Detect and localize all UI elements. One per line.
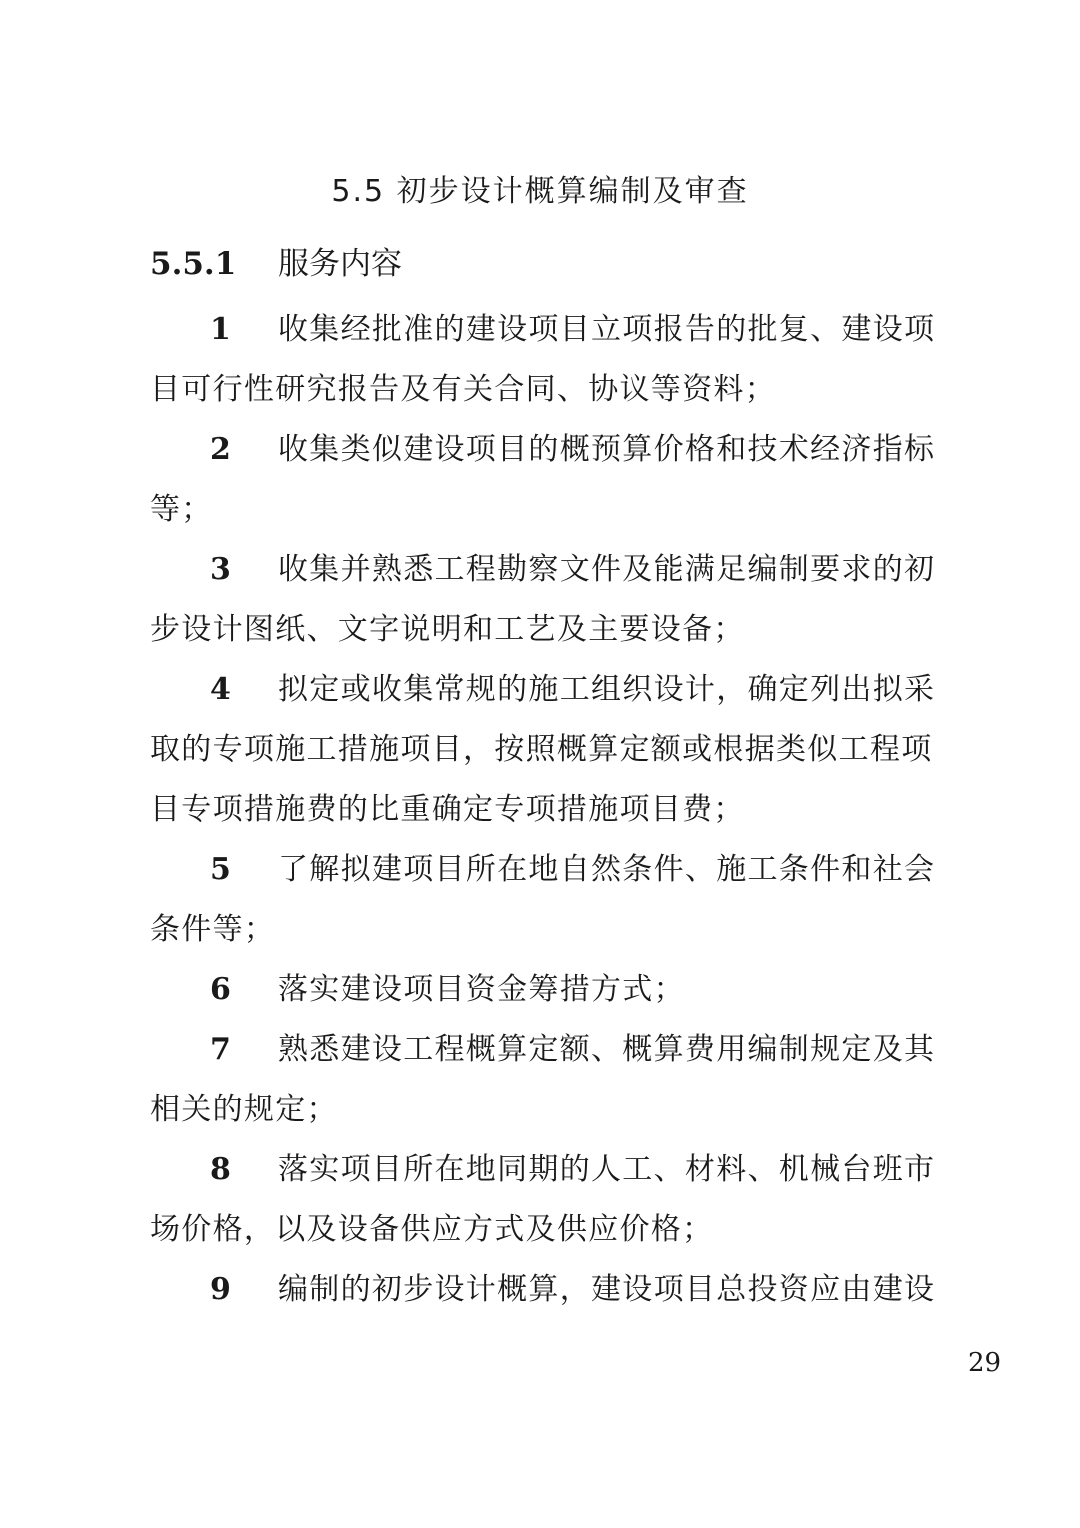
list-item-2 [210, 424, 935, 468]
list-item-1 [210, 304, 935, 348]
item-continuation: 步设计图纸、文字说明和工艺及主要设备； [150, 612, 745, 647]
section-title: 5.5 初步设计概算编制及审查 [331, 174, 749, 209]
subsection-number: 5.5.1 [150, 246, 237, 282]
list-item-5 [210, 844, 935, 888]
item-text: 编制的初步设计概算，建设项目总投资应由建设 [278, 1272, 936, 1307]
list-item-6 [210, 964, 685, 1008]
item-number: 7 [210, 1032, 233, 1067]
list-item-7 [210, 1024, 935, 1068]
item-text: 落实项目所在地同期的人工、材料、机械台班市 [278, 1152, 936, 1187]
item-continuation: 目专项措施费的比重确定专项措施项目费； [150, 792, 745, 827]
item-continuation: 相关的规定； [150, 1092, 338, 1127]
item-number: 6 [210, 972, 233, 1007]
item-text: 落实建设项目资金筹措方式； [278, 972, 685, 1007]
item-number: 2 [210, 432, 233, 467]
page-number: 29 [968, 1348, 1002, 1378]
item-continuation: 场价格，以及设备供应方式及供应价格； [150, 1212, 714, 1247]
item-continuation: 条件等； [150, 912, 276, 947]
item-continuation: 目可行性研究报告及有关合同、协议等资料； [150, 372, 776, 407]
item-text: 拟定或收集常规的施工组织设计，确定列出拟采 [278, 672, 936, 707]
list-item-4 [210, 664, 935, 708]
item-number: 8 [210, 1152, 233, 1187]
subsection-title: 服务内容 [278, 246, 402, 282]
list-item-8 [210, 1144, 935, 1188]
item-text: 熟悉建设工程概算定额、概算费用编制规定及其 [278, 1032, 936, 1067]
item-text: 了解拟建项目所在地自然条件、施工条件和社会 [278, 852, 936, 887]
item-number: 3 [210, 552, 233, 587]
item-number: 4 [210, 672, 233, 707]
item-number: 1 [210, 312, 233, 347]
item-number: 5 [210, 852, 233, 887]
item-text: 收集类似建设项目的概预算价格和技术经济指标 [278, 432, 936, 467]
item-text: 收集经批准的建设项目立项报告的批复、建设项 [278, 312, 936, 347]
list-item-9 [210, 1264, 935, 1308]
item-number: 9 [210, 1272, 233, 1307]
subsection-heading [150, 238, 402, 283]
item-text: 收集并熟悉工程勘察文件及能满足编制要求的初 [278, 552, 936, 587]
item-continuation: 等； [150, 492, 213, 527]
item-continuation: 取的专项施工措施项目，按照概算定额或根据类似工程项 [150, 732, 933, 767]
list-item-3 [210, 544, 935, 588]
